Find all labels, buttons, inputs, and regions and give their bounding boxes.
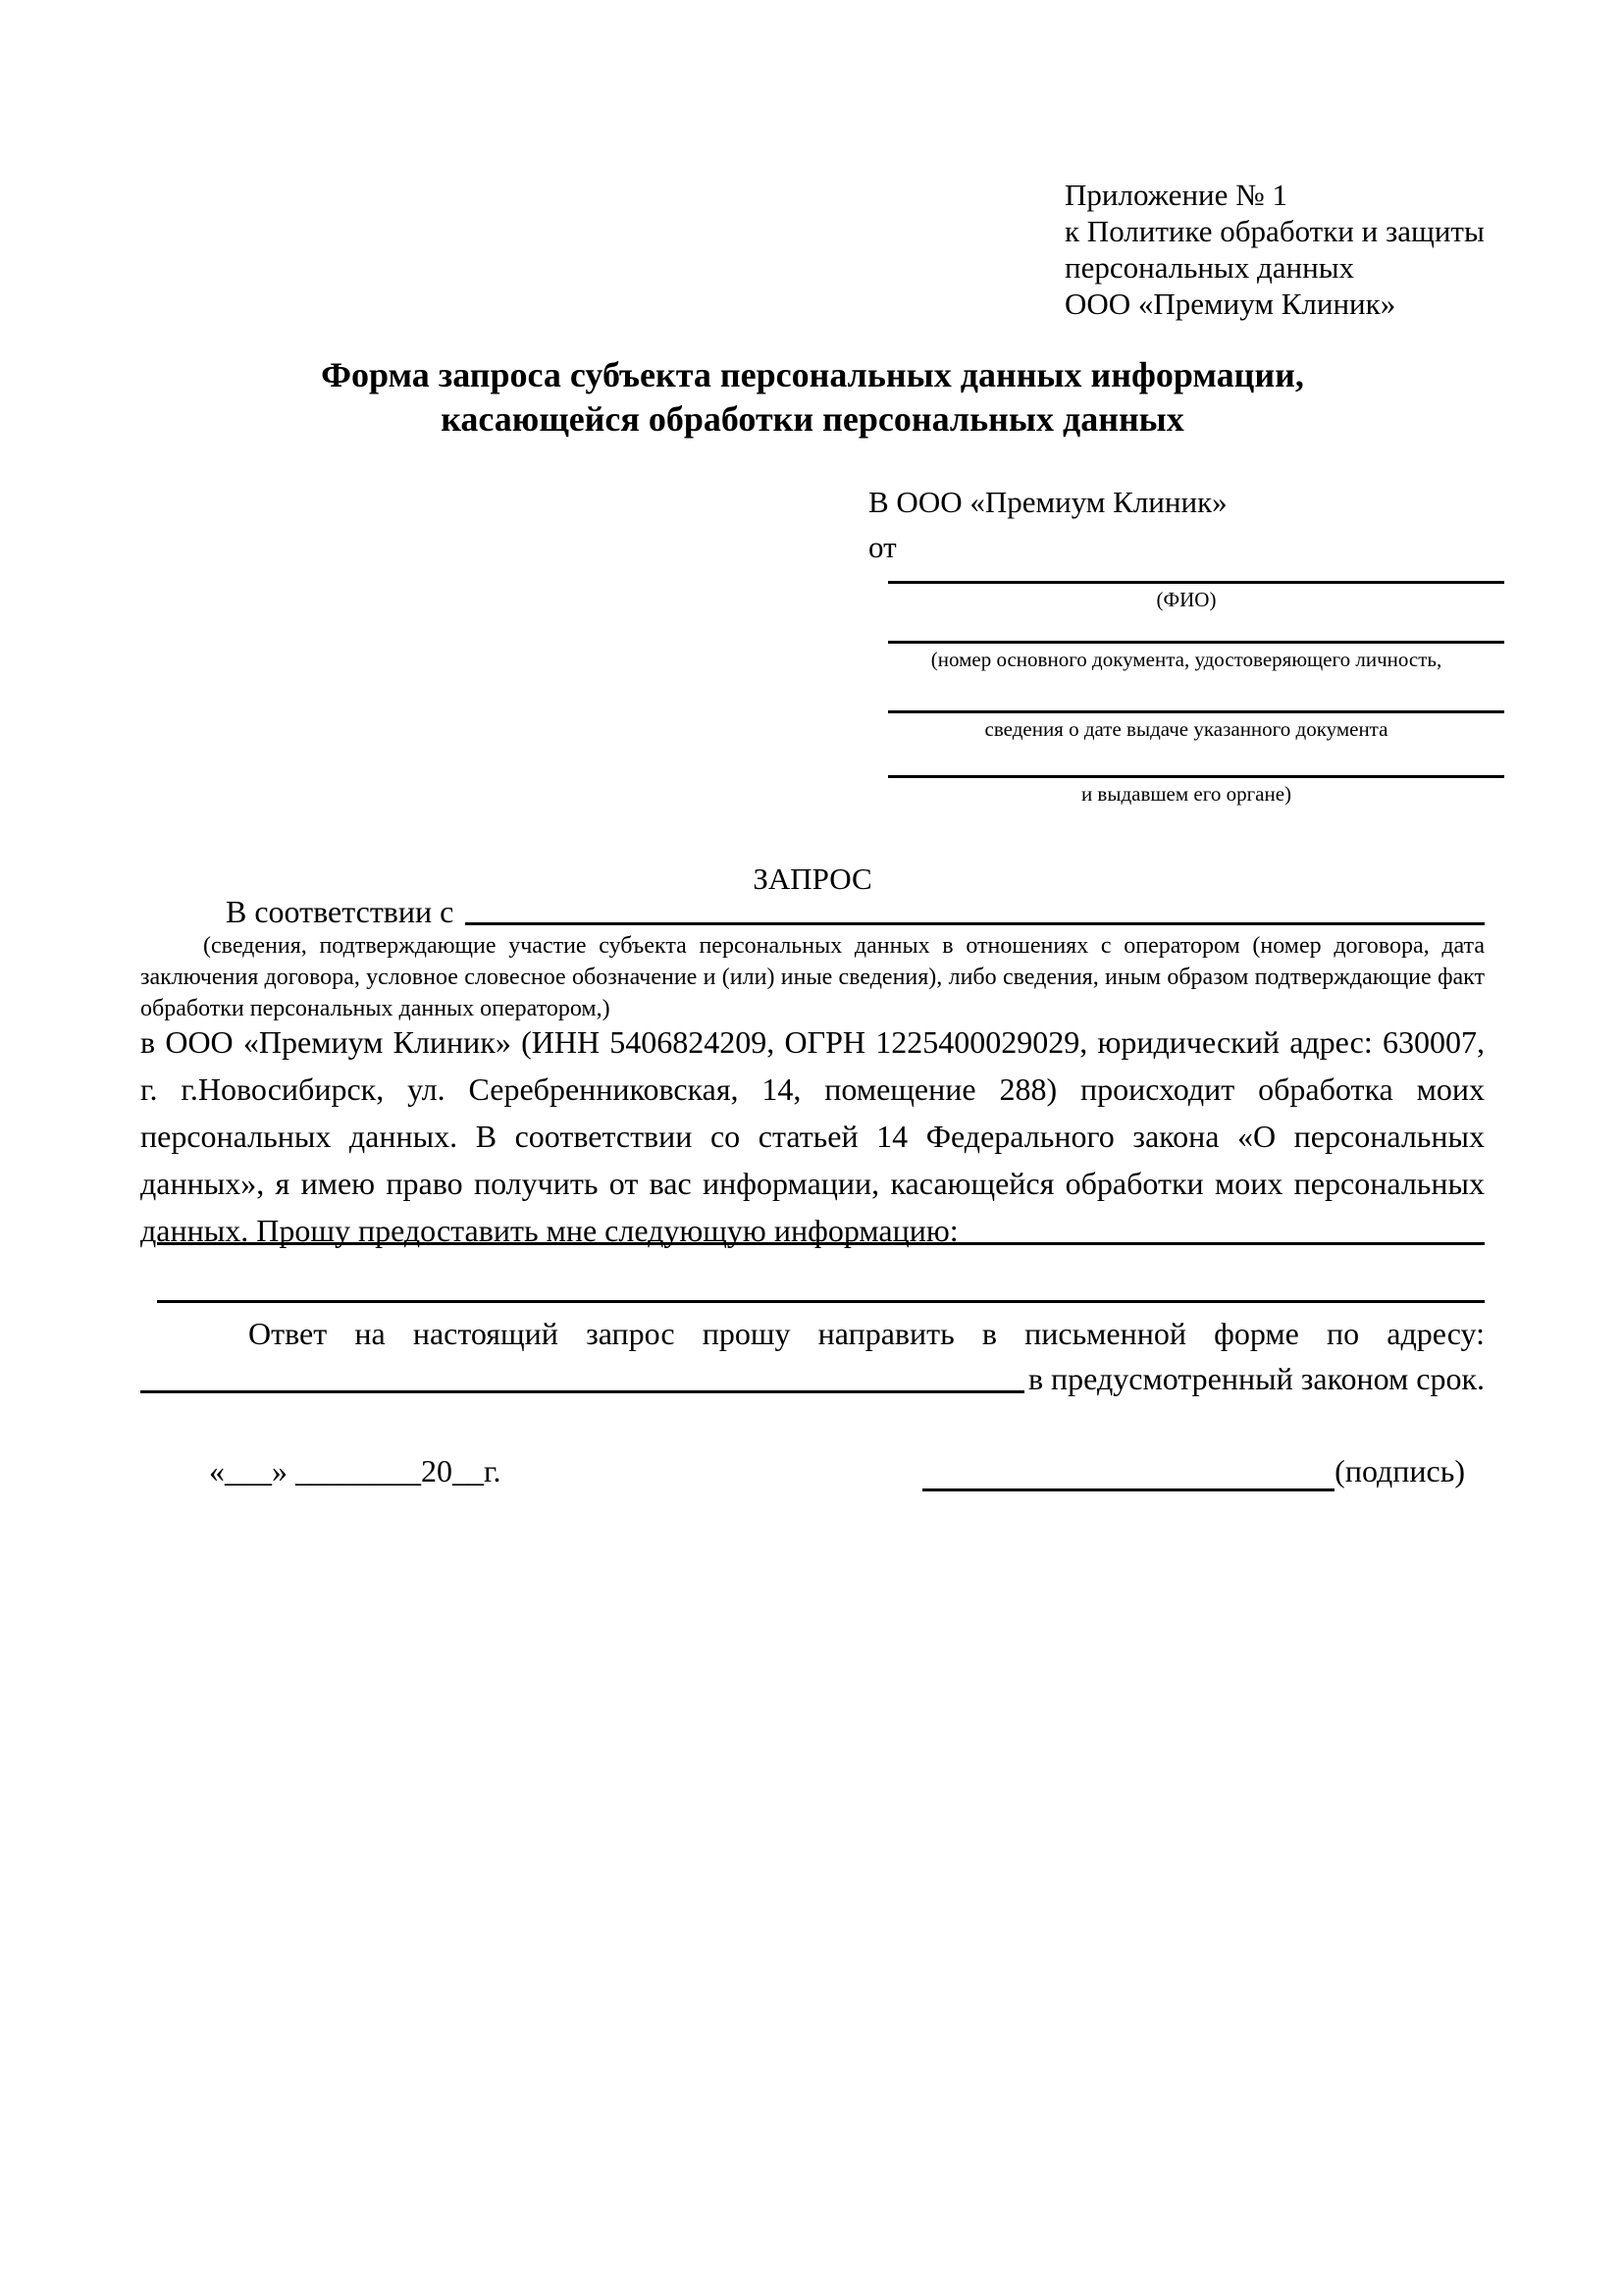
appendix-block: [1065, 177, 1506, 322]
doc-date-caption: сведения о дате выдаче указанного документа: [984, 717, 1388, 741]
request-body: в ООО «Премиум Клиник» (ИНН 5406824209, ОГРН 1225400029029, юридический адрес: 630007, г. г.Новосибирск, ул. Серебренниковская, 14, помещение 288) происходит обработка моих персональных данных. В соответствии со статьей 14 Федерального закона «О персональных данных», я имею право получить от вас информации, касающейся обработки моих персональных данных. Прошу предоставить мне следующую информацию:: [140, 1024, 1485, 1248]
info-blank-line-2: [157, 1300, 1485, 1303]
date-signature-row: [140, 1450, 1465, 1491]
date-blank: «___» ________20__г.: [209, 1453, 501, 1488]
doc-number-caption: (номер основного документа, удостоверяющего личность,: [930, 648, 1442, 671]
doc-issuer-blank-line: [888, 775, 1504, 778]
appendix-line-1: Приложение № 1: [1065, 178, 1287, 212]
signature-group: [922, 1450, 1465, 1491]
appendix-line-3: персональных данных: [1065, 250, 1355, 285]
addressee-org: В ООО «Премиум Клиник»: [868, 485, 1228, 519]
fio-blank-line: [888, 581, 1504, 584]
fio-caption: (ФИО): [1156, 588, 1217, 611]
info-blank-line-1: [157, 1242, 1485, 1245]
reply-paragraph: [140, 1311, 1485, 1401]
reply-deadline: в предусмотренный законом срок.: [1027, 1361, 1485, 1396]
doc-issuer-caption: и выдавшем его органе): [1080, 782, 1292, 806]
accordance-label: В соответствии с: [226, 894, 454, 929]
request-heading: ЗАПРОС: [753, 861, 872, 896]
title-wrap: [140, 353, 1485, 442]
signature-blank-line: [922, 1455, 1335, 1491]
addressee-block: [868, 483, 1504, 808]
document-title: Форма запроса субъекта персональных данных информации, касающейся обработки персональных данных: [321, 355, 1304, 439]
appendix-line-4: ООО «Премиум Клиник»: [1065, 287, 1396, 321]
doc-number-blank-line: [888, 641, 1504, 644]
address-blank-line: [140, 1356, 1024, 1393]
doc-date-blank-line: [888, 710, 1504, 713]
reply-address-row: [140, 1356, 1485, 1401]
signature-caption: (подпись): [1335, 1453, 1465, 1488]
accordance-row: [140, 891, 1485, 932]
accordance-blank-line: [465, 891, 1485, 925]
appendix-line-2: к Политике обработки и защиты: [1065, 214, 1485, 248]
fine-print-note: (сведения, подтверждающие участие субъекта персональных данных в отношениях с оператором (номер договора, дата заключения договора, условное словесное обозначение и (или) иные сведения), либо сведения, иным образом подтверждающие факт обработки персональных данных оператором,): [140, 933, 1485, 1021]
reply-instruction: Ответ на настоящий запрос прошу направить в письменной форме по адресу:: [248, 1316, 1485, 1351]
addressee-from-label: от: [868, 530, 897, 564]
